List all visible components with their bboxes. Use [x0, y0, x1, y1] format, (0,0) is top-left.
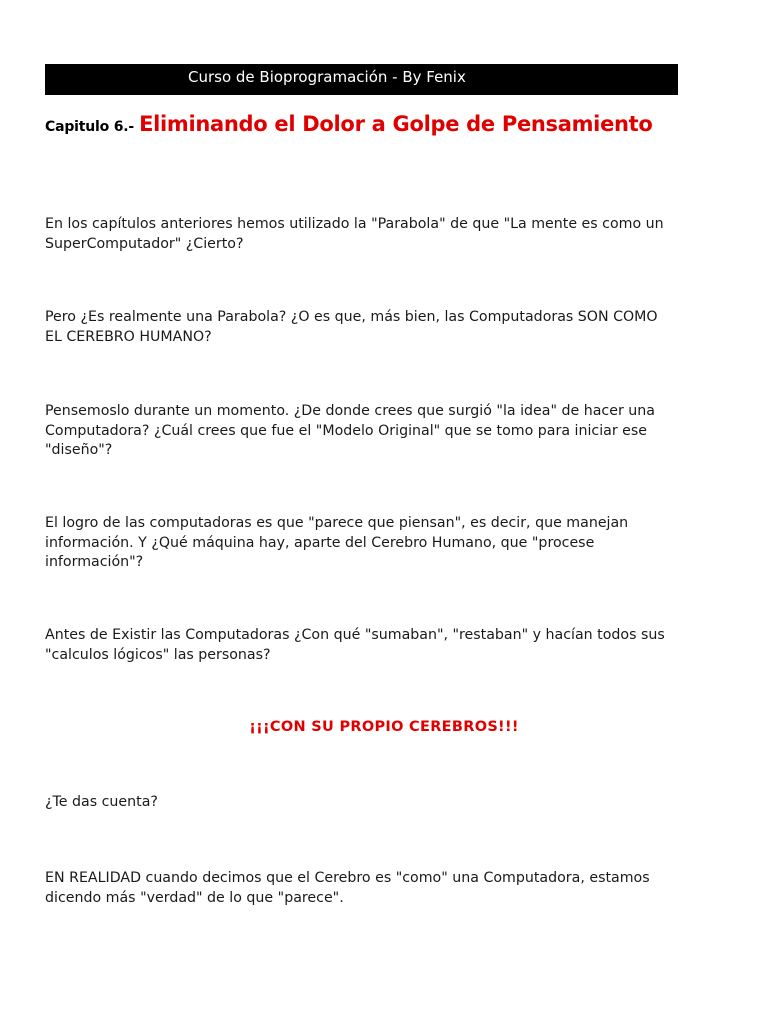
paragraph-line: En los capítulos anteriores hemos utilizado la "Parabola" de que "La mente es como un: [45, 216, 664, 232]
paragraph-4: [45, 514, 735, 573]
paragraph-line: Computadora? ¿Cuál crees que fue el "Modelo Original" que se tomo para iniciar ese: [45, 422, 648, 439]
paragraph-line: "calculos lógicos" las personas?: [45, 646, 271, 663]
paragraph-line: EN REALIDAD cuando decimos que el Cerebro es "como" una Computadora, estamos: [45, 870, 650, 886]
paragraph-line: "diseño"?: [45, 442, 113, 458]
emphasis-callout: ¡¡¡CON SU PROPIO CEREBROS!!!: [249, 719, 519, 735]
paragraph-5: [45, 626, 735, 665]
paragraph-line: SuperComputador" ¿Cierto?: [45, 235, 244, 252]
chapter-title: Eliminando el Dolor a Golpe de Pensamiento: [139, 112, 653, 136]
paragraph-2: [45, 308, 735, 347]
paragraph-line: Antes de Existir las Computadoras ¿Con qué "sumaban", "restaban" y hacían todos sus: [45, 627, 665, 643]
paragraph-line: ¿Te das cuenta?: [45, 794, 158, 810]
paragraph-line: El logro de las computadoras es que "parece que piensan", es decir, que manejan: [45, 515, 629, 531]
paragraph-1: [45, 215, 735, 254]
document-header-title: Curso de Bioprogramación - By Fenix: [188, 68, 466, 86]
chapter-label: Capitulo 6.-: [45, 119, 134, 135]
paragraph-line: Pensemoslo durante un momento. ¿De donde crees que surgió "la idea" de hacer una: [45, 403, 655, 419]
paragraph-3: [45, 402, 735, 461]
paragraph-6: [45, 793, 735, 813]
paragraph-line: información"?: [45, 554, 144, 570]
paragraph-line: información. Y ¿Qué máquina hay, aparte del Cerebro Humano, que "procese: [45, 534, 595, 551]
paragraph-line: dicendo más "verdad" de lo que "parece".: [45, 889, 344, 906]
document-header-bar: [45, 64, 678, 95]
chapter-heading: [45, 112, 653, 136]
paragraph-7: [45, 869, 735, 908]
paragraph-line: EL CEREBRO HUMANO?: [45, 328, 212, 345]
paragraph-line: Pero ¿Es realmente una Parabola? ¿O es que, más bien, las Computadoras SON COMO: [45, 309, 658, 325]
